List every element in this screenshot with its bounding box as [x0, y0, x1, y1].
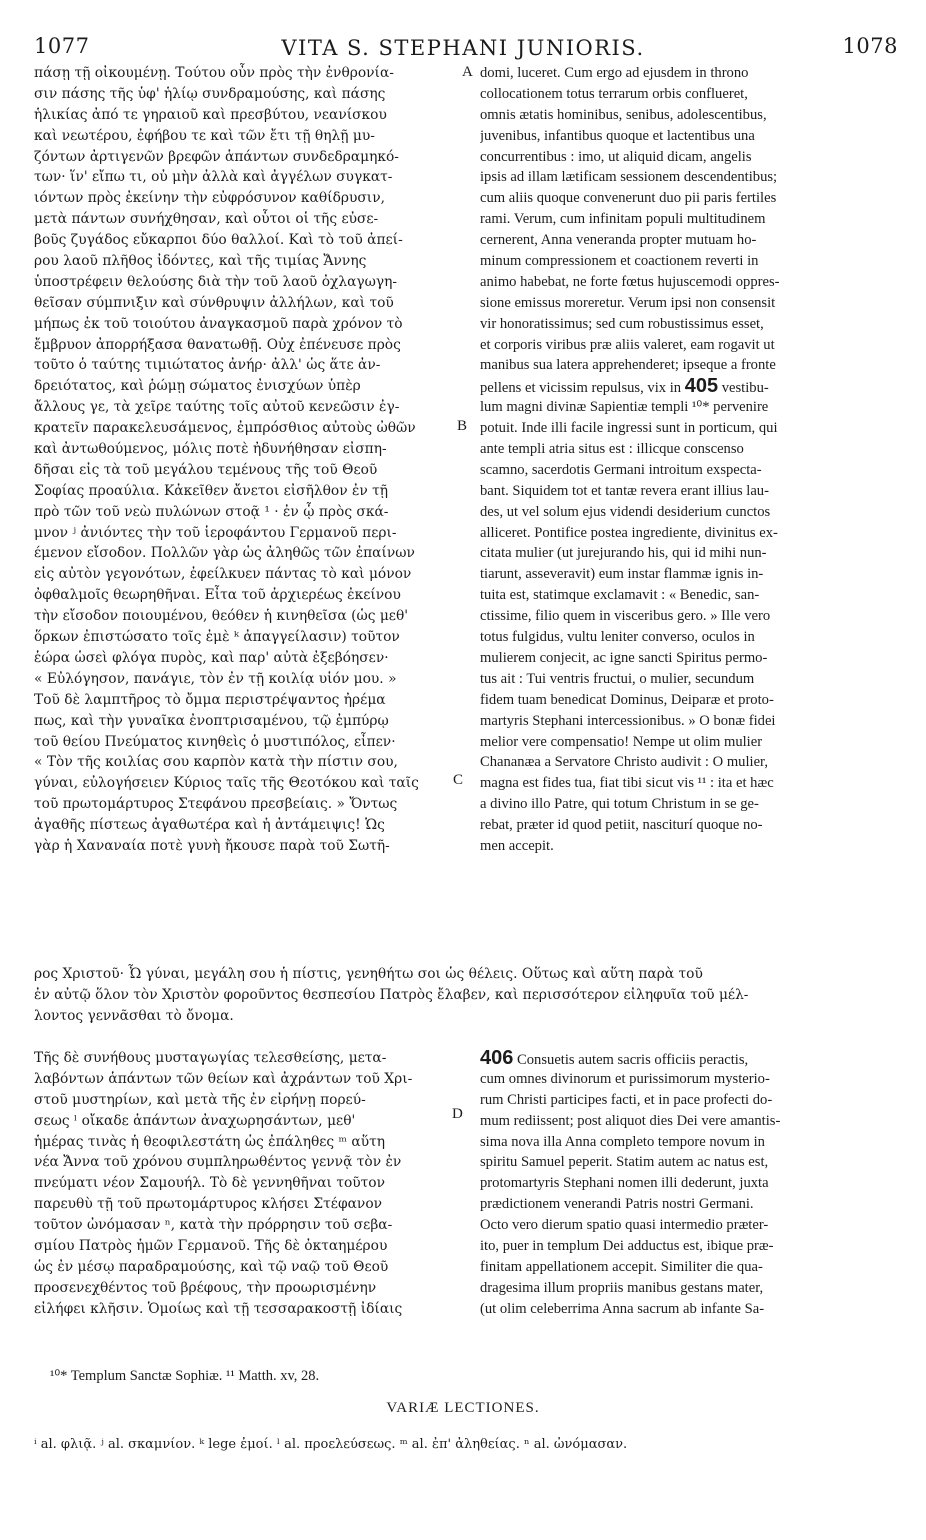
- latin-text-line: fidem tuam benedicat Dominus, Deiparæ et proto-: [480, 691, 774, 708]
- latin-text-line: sione emissus moreretur. Verum ipsi non consensit: [480, 294, 776, 311]
- greek-text-line: έμενον εἴσοδον. Πολλῶν γὰρ ὡς ἀληθῶς τῶν ἐπαίνων: [34, 545, 415, 562]
- greek-column-1: [34, 63, 456, 857]
- latin-text-line: dragesima illum propriis manibus gestans mater,: [480, 1279, 764, 1296]
- footnotes: ¹⁰* Templum Sanctæ Sophiæ. ¹¹ Matth. xv, 28.: [50, 1368, 320, 1384]
- running-header: [0, 34, 926, 62]
- greek-text-line: δρειότατος, καὶ ῥώμῃ σώματος ἐνισχύων ὑπὲρ: [34, 378, 361, 395]
- greek-text-line: λοντος γεννᾶσθαι τὸ ὄνομα.: [34, 1007, 234, 1024]
- greek-text-line: προσενεχθέντος τοῦ βρέφους, τὴν προωρισμένην: [34, 1279, 377, 1296]
- latin-text-line: (ut olim celeberrima Anna sacrum ab infante Sa-: [480, 1300, 765, 1317]
- latin-text-line: domi, luceret. Cum ergo ad ejusdem in throno: [480, 65, 749, 81]
- greek-text-line: τοῦτο ὁ ταύτης τιμιώτατος ἀνήρ· ἀλλ' ὡς ἅτε ἀν-: [34, 357, 381, 374]
- greek-text-line: ἔμβρυον ἀπορρήξασα θανατωθῇ. Οὐχ ἐπένευσε πρὸς: [34, 336, 401, 353]
- latin-text-line: pellens et vicissim repulsus, vix in 405 vestibu-: [480, 375, 769, 398]
- greek-text-line: ἑώρα ὡσεὶ φλόγα πυρὸς, καὶ παρ' αὐτὰ ἐξεβόησεν·: [34, 649, 389, 666]
- greek-text-line: ἡλικίας ἀπό τε γηραιοῦ καὶ πρεσβύτου, νεανίσκου: [34, 106, 387, 123]
- marginal-page-number: 405: [684, 375, 719, 398]
- latin-text-line: magna est fides tua, fiat tibi sicut vis ¹¹ : ita et hæc: [480, 775, 774, 792]
- latin-text-line: ipsis ad illam lætificam sessionem descendentibus;: [480, 169, 778, 186]
- latin-text-line: ito, puer in templum Dei adductus est, ibique præ-: [480, 1238, 774, 1255]
- latin-text-line: bant. Siquidem tot et tantæ revera erant illius lau-: [480, 482, 769, 499]
- latin-text-line: concurrentibus : imo, ut aliquid dicam, angelis: [480, 148, 752, 165]
- latin-text-line: martyris Stephani intercessionibus. » O bonæ fidei: [480, 712, 776, 729]
- greek-text-line: γύναι, εὐλογήσειεν Κύριος ταῖς τῆς Θεοτόκου καὶ ταῖς: [34, 775, 419, 792]
- greek-text-line: Τῆς δὲ συνήθους μυσταγωγίας τελεσθείσης, μετα-: [34, 1050, 387, 1066]
- greek-text-line: ρου λαοῦ πλῆθος ἰδόντες, καὶ τῆς τιμίας Ἄννης: [34, 253, 367, 270]
- latin-text-line: ante templi atria situs est : illicque conscenso: [480, 441, 744, 458]
- latin-text-line: Octo vero dierum spatio quasi intermedio præter-: [480, 1217, 769, 1234]
- latin-text-line: men accepit.: [480, 837, 554, 854]
- greek-text-line: πρὸ τῶν τοῦ νεὼ πυλώνων στοᾷ ¹ · ἐν ᾧ πρὸς σκά-: [34, 503, 389, 520]
- greek-text-line: « Τὸν τῆς κοιλίας σου καρπὸν κατὰ τὴν πίστιν σου,: [34, 754, 398, 771]
- latin-text-line: tus ait : Tui ventris fructui, o mulier, secundum: [480, 670, 755, 687]
- greek-text-line: Σοφίας προαύλια. Κἀκεῖθεν ἄνετοι εἰσῆλθον ἐν τῇ: [34, 482, 389, 499]
- greek-text-line: πνεύματι νέον Σαμουήλ. Τὸ δὲ γεννηθῆναι τοῦτον: [34, 1175, 385, 1192]
- greek-text-line: μετὰ πάντων συνήχθησαν, καὶ οὗτοι οἱ τῆς εὐσε-: [34, 211, 379, 228]
- greek-text-line: ζόντων ἀρτιγενῶν βρεφῶν ἁπάντων συνδεδραμηκό-: [34, 148, 399, 165]
- greek-text-line: βοῦς ζυγάδος εὔκαρποι δύο θαλλοί. Καὶ τὸ τοῦ ἀπεί-: [34, 232, 403, 249]
- latin-text-line: rum Christi participes facti, et in pace profecti do-: [480, 1091, 773, 1108]
- greek-text-line: νέα Ἄννα τοῦ χρόνου συμπληρωθέντος γεννᾷ τὸν ἐν: [34, 1154, 402, 1171]
- greek-text-line: « Εὐλόγησον, πανάγιε, τὸν ἐν τῇ κοιλίᾳ υἱόν μου. »: [34, 670, 397, 687]
- greek-text-line: στοῦ μυστηρίων, καὶ μετὰ τῆς ἐν εἰρήνῃ πορεύ-: [34, 1091, 366, 1108]
- greek-text-line: ἀγαθῆς πίστεως ἀγαθωτέρα καὶ ἡ ἀντάμειψις! Ὡς: [34, 817, 385, 834]
- latin-text-line: prædictionem venerandi Patris nostri Germani.: [480, 1196, 754, 1213]
- latin-text-line: minum compressionem et coactionem reverti in: [480, 253, 759, 270]
- greek-text-line: Τοῦ δὲ λαμπτῆρος τὸ ὄμμα περιστρέψαντος ἠρέμα: [34, 691, 386, 708]
- variae-lectiones: ⁱ al. φλιᾷ. ʲ al. σκαμνίον. ᵏ lege ἐμοί. ˡ al. προελεύσεως. ᵐ al. ἐπ' ἀληθείας. ⁿ al. ὠνόμασαν.: [34, 1437, 628, 1452]
- latin-text-line: finitam appellationem accepit. Similiter die qua-: [480, 1258, 763, 1275]
- latin-text-line: rami. Verum, cum infinitam populi multitudinem: [480, 211, 766, 228]
- latin-text-line: potuit. Inde illi facile ingressi sunt in porticum, qui: [480, 420, 778, 437]
- greek-text-line: τοῦ θείου Πνεύματος κινηθεὶς ὁ μυστιπόλος, εἶπεν·: [34, 733, 396, 750]
- latin-text-line: cum aliis quoque convenerunt duo pii paris fertiles: [480, 190, 777, 207]
- latin-text-line: protomartyris Stephani nomen illi dederunt, juxta: [480, 1175, 769, 1192]
- greek-text-line: ἡμέρας τινὰς ἡ θεοφιλεστάτη ὡς ἐπάληθες ᵐ αὕτη: [34, 1133, 385, 1150]
- greek-text-line: μνον ʲ ἀνιόντες τὴν τοῦ ἱεροφάντου Γερμανοῦ περι-: [34, 524, 397, 541]
- greek-text-line: θεῖσαν σύμπνιξιν καὶ σύνθρυψιν ἀλλήλων, καὶ τοῦ: [34, 294, 394, 311]
- latin-text-line: manibus sua latera apprehenderet; ipseque a fronte: [480, 357, 776, 374]
- margin-marker-c: C: [453, 772, 464, 788]
- greek-text-line: τὴν εἴσοδον ποιουμένου, θεόθεν ἡ κινηθεῖσα (ὡς μεθ': [34, 608, 409, 625]
- latin-column-1: [480, 63, 892, 857]
- latin-text-line: tiarunt, asseveravit) eum instar flammæ ignis in-: [480, 566, 764, 583]
- greek-text-line: εἰλήφει κλῆσιν. Ὁμοίως καὶ τῇ τεσσαρακοστῇ ἰδίαις: [34, 1300, 403, 1317]
- page-number-right: 1078: [842, 34, 898, 58]
- running-title: VITA S. STEPHANI JUNIORIS.: [281, 36, 645, 60]
- marginal-page-number: 406: [480, 1048, 514, 1069]
- page-number-left: 1077: [34, 34, 90, 58]
- greek-text-line: ἄλλους γε, τὰ χεῖρε ταύτης τοῖς αὐτοῦ κενεῶσιν ἐγ-: [34, 399, 400, 416]
- greek-text-line: πως, καὶ τὴν γυναῖκα ἐνοπτρισαμένου, τῷ ἐμπύρῳ: [34, 712, 389, 729]
- latin-text-line: sima nova illa Anna completo tempore novum in: [480, 1133, 765, 1150]
- greek-text-line: τοῦτον ὠνόμασαν ⁿ, κατὰ τὴν πρόρρησιν τοῦ σεβα-: [34, 1217, 393, 1234]
- greek-text-line: των· ἵν' εἴπω τι, οὐ μὴν ἀλλὰ καὶ ἀγγέλων συγκατ-: [34, 169, 393, 186]
- greek-text-line: καὶ νεωτέρου, ἐφήβου τε καὶ τῶν ἔτι τῇ θηλῇ μυ-: [34, 127, 375, 144]
- variae-lectiones-heading: VARIÆ LECTIONES.: [386, 1400, 540, 1416]
- greek-text-line: εἰς αὐτὸν γεγονότων, ἐφείλκυεν πάντας τὸ καὶ μόνον: [34, 566, 412, 583]
- latin-text-line: melior vere compensatio! Nempe ut olim mulier: [480, 733, 763, 750]
- greek-text-line: ὀφθαλμοῖς θεωρηθῆναι. Εἶτα τοῦ ἀρχιερέως ἐκείνου: [34, 587, 401, 604]
- latin-text-line: collocationem totus terrarum orbis conflueret,: [480, 85, 748, 102]
- greek-text-line: ὅρκων ἐπιστώσατο τοῖς ἐμὲ ᵏ ἀπαγγείλασιν) τοῦτον: [34, 629, 400, 646]
- latin-text-line: et corporis viribus præ aliis valeret, eam rogavit ut: [480, 336, 775, 353]
- greek-text-line: δῆσαι εἰς τὰ τοῦ μεγάλου τεμένους τῆς τοῦ Θεοῦ: [34, 461, 378, 478]
- latin-text-line: cum omnes divinorum et purissimorum mysterio-: [480, 1070, 770, 1087]
- latin-column-2: [480, 1048, 892, 1320]
- greek-text-line: γὰρ ἡ Χαναναία ποτὲ γυνὴ ἤκουσε παρὰ τοῦ Σωτῆ-: [34, 837, 390, 854]
- margin-marker-a: A: [462, 64, 473, 80]
- greek-column-2: [34, 1048, 456, 1320]
- latin-text-line: alliceret. Pontifice postea ingrediente, divinitus ex-: [480, 524, 778, 541]
- latin-text-line: animo habebat, ne forte fœtus hujuscemodi oppres-: [480, 273, 780, 290]
- greek-text-line: σεως ˡ οἴκαδε ἁπάντων ἀναχωρησάντων, μεθ': [34, 1112, 356, 1129]
- latin-text-line: spiritu Samuel peperit. Statim autem ac natus est,: [480, 1154, 769, 1171]
- latin-text-line: tuita est, statimque exclamavit : « Benedic, san-: [480, 587, 760, 604]
- latin-text-line: vir honoratissimus; sed cum robustissimus esset,: [480, 315, 764, 332]
- latin-text-line: mulierem conjecit, ac igne sancti Spiritus permo-: [480, 649, 768, 666]
- greek-text-line: παρευθὺ τῇ τοῦ πρωτομάρτυρος κλήσει Στέφανον: [34, 1196, 383, 1213]
- margin-marker-b: B: [457, 418, 468, 434]
- latin-text-line: cernerent, Anna veneranda propter mutuam ho-: [480, 232, 757, 249]
- latin-text-line: citata mulier (ut jurejurando his, qui id mihi nun-: [480, 545, 767, 562]
- greek-text-line: σμίου Πατρὸς ἡμῶν Γερμανοῦ. Τῆς δὲ ὀκταημέρου: [34, 1238, 388, 1255]
- greek-text-line: μήπως ἐκ τοῦ τοιούτου ἀναγκασμοῦ παρὰ χρόνον τὸ: [34, 315, 403, 332]
- latin-text-line: juvenibus, infantibus quoque et lactentibus una: [480, 127, 755, 144]
- greek-text-line: τοῦ πρωτομάρτυρος Στεφάνου πρεσβείαις. » Ὄντως: [34, 796, 398, 813]
- greek-text-line: ἐν αὐτῷ ὅλον τὸν Χριστὸν φοροῦντος θεσπεσίου Πατρὸς ἔλαβεν, καὶ περισσότερον εἰληφυῖα τοῦ μέλ-: [34, 986, 749, 1003]
- greek-text-line: καὶ ἀντωθούμενος, μόλις ποτὲ ἠδυνήθησαν εἰσπη-: [34, 441, 387, 458]
- latin-text-line: lum magni divinæ Sapientiæ templi ¹⁰* pervenire: [480, 399, 769, 416]
- latin-text-line: a divino illo Patre, qui totum Christum in se ge-: [480, 796, 759, 813]
- greek-text-line: ιόντων πρὸς ἐκείνην τὴν εὐφρόσυνον καθίδρυσιν,: [34, 190, 385, 207]
- margin-marker-d: D: [452, 1106, 463, 1122]
- latin-text-line: rebat, præter id quod petiit, nasciturí quoque no-: [480, 817, 763, 834]
- latin-text-line: 406 Consuetis autem sacris officiis peractis,: [480, 1048, 749, 1069]
- greek-text-line: πάσῃ τῇ οἰκουμένῃ. Τούτου οὖν πρὸς τὴν ἐνθρονία-: [34, 65, 394, 81]
- latin-text-line: omnis ætatis hominibus, senibus, adolescentibus,: [480, 106, 767, 123]
- latin-text-line: mum rediissent; post aliquot dies Dei vere amantis-: [480, 1112, 781, 1129]
- latin-text-line: scamno, sacerdotis Germani introitum exspecta-: [480, 461, 762, 478]
- latin-text-line: ctissime, filio quem in visceribus gero. » Ille vero: [480, 608, 771, 625]
- greek-full-width-lines: [34, 964, 892, 1027]
- latin-text-line: totus fulgidus, vultu leniter converso, oculos in: [480, 629, 755, 646]
- latin-text-line: des, ut vel solum ejus videndi desiderium cunctos: [480, 503, 771, 520]
- greek-text-line: κρατεῖν παρακελευσάμενος, ἐμπρόσθιος αὐτοὺς ὠθῶν: [34, 420, 416, 437]
- greek-text-line: ὑποστρέφειν θελούσης διὰ τὴν τοῦ λαοῦ ὀχλαγωγη-: [34, 273, 398, 290]
- latin-text-line: Chananæa a Servatore Christo audivit : O mulier,: [480, 754, 768, 771]
- greek-text-line: σιν πάσης τῆς ὑφ' ἡλίῳ συνδραμούσης, καὶ πάσης: [34, 85, 386, 102]
- greek-text-line: λαβόντων ἁπάντων τῶν θείων καὶ ἀχράντων τοῦ Χρι-: [34, 1070, 413, 1087]
- greek-text-line: ὡς ἐν μέσῳ παραδραμούσης, καὶ τῷ ναῷ τοῦ Θεοῦ: [34, 1258, 389, 1275]
- greek-text-line: ρος Χριστοῦ· Ὦ γύναι, μεγάλη σου ἡ πίστις, γενηθήτω σοι ὡς θέλεις. Οὕτως καὶ αὕτη παρὰ τοῦ: [34, 966, 703, 982]
